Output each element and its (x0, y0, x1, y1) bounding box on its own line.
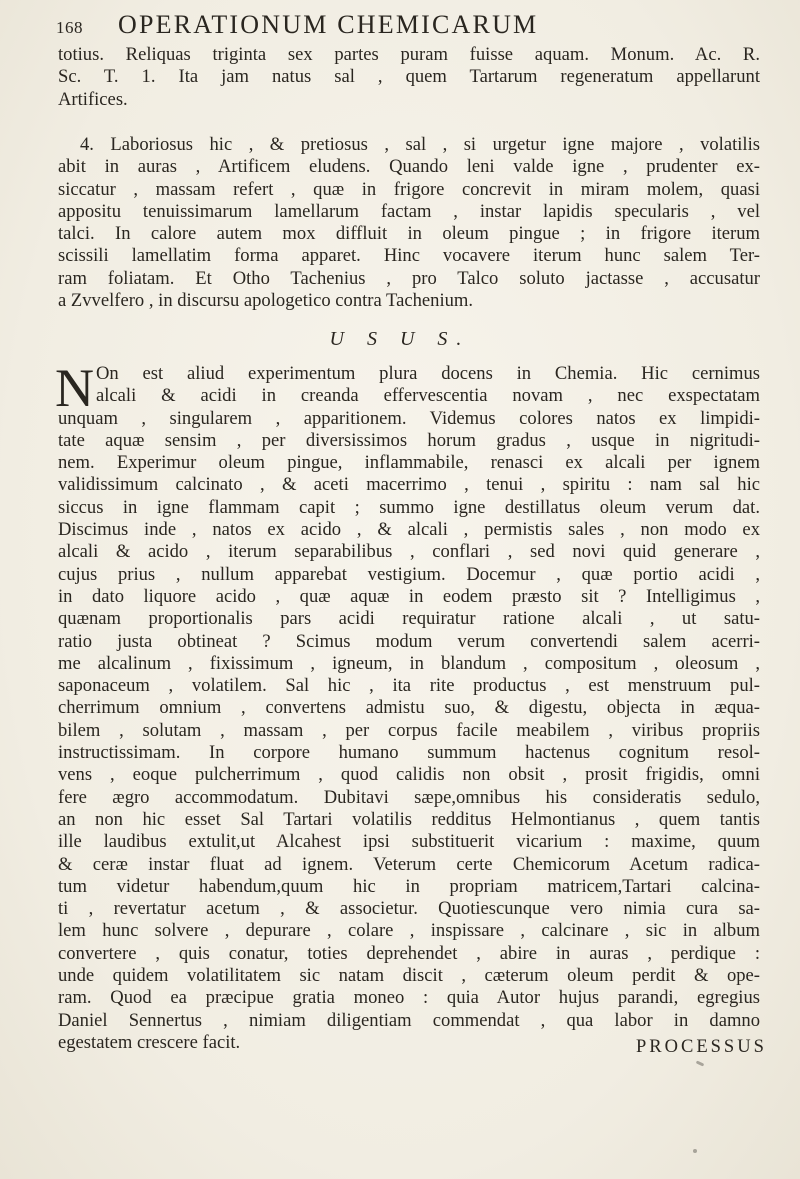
text-line: & ceræ instar fluat ad ignem. Veterum certe Chemicorum Acetum radica- (58, 853, 760, 875)
text-line: abit in auras , Artificem eludens. Quando leni valde igne , prudenter ex- (58, 156, 760, 178)
text-line: vens , eoque pulcherrimum , quod calidis non obsit , prosit frigidis, omni (58, 764, 760, 786)
text-line: ram. Quod ea præcipue gratia moneo : quia Autor hujus parandi, egregius (58, 987, 760, 1009)
text-line: appositu tenuissimarum lamellarum factam , instar lapidis specularis , vel (58, 200, 760, 222)
text-line: bilem , solutam , massam , per corpus facile meabilem , viribus propriis (58, 719, 760, 741)
text-line: Discimus inde , natos ex acido , & alcali , permistis sales , non modo ex (58, 519, 760, 541)
text-line: cherrimum omnium , convertens admistu suo, & digestu, objecta in æqua- (58, 697, 760, 719)
catchword: PROCESSUS (636, 1037, 767, 1057)
text-line: lem hunc solvere , depurare , colare , inspissare , calcinare , sic in album (58, 920, 760, 942)
paragraph-4 (58, 134, 760, 312)
text-line: in dato liquore acido , quæ aquæ in eodem præsto sit ? Intelligimus , (58, 585, 760, 607)
text-line: On est aliud experimentum plura docens in Chemia. Hic cernimus (96, 363, 760, 384)
text-line: egestatem crescere facit. (58, 1031, 241, 1053)
text-line: siccatur , massam refert , quæ in frigore concrevit in miram molem, quasi (58, 178, 760, 200)
text-line: an non hic esset Sal Tartari volatilis redditus Helmontianus , quem tantis (58, 808, 760, 830)
text-line: tate aquæ sensim , per diversissimos horum gradus , usque in nigritudi- (58, 429, 760, 451)
text-line: me alcalinum , fixissimum , igneum, in blandum , compositum , oleosum , (58, 652, 760, 674)
text-line: validissimum calcinato , & aceti macerrimo , tenui , spiritu : nam sal hic (58, 474, 760, 496)
text-line: Daniel Sennertus , nimiam diligentiam commendat , qua labor in damno (58, 1009, 760, 1031)
text-line: nem. Experimur oleum pingue, inflammabile, renasci ex alcali per ignem (58, 452, 760, 474)
text-line: talci. In calore autem mox diffluit in oleum pingue ; in frigore iterum (58, 223, 760, 245)
text-line: ram foliatam. Et Otho Tachenius , pro Talco soluto jactasse , accusatur (58, 267, 760, 289)
text-line: instructissimam. In corpore humano summum hactenus cognitum resol- (58, 742, 760, 764)
text-line: tum videtur habendum,quum hic in propriam matricem,Tartari calcina- (58, 875, 760, 897)
text-line: ille laudibus extulit,ut Alcahest ipsi substituerit vicarium : maxime, quum (58, 831, 760, 853)
drop-cap: N (55, 358, 94, 418)
text-line: Artifices. (58, 88, 128, 110)
text-line: alcali & acidi in creanda effervescentia novam , nec exspectatam (96, 385, 760, 407)
text-line: ti , revertatur acetum , & associetur. Quotiescunque vero nimia cura sa- (58, 898, 760, 920)
text-line: siccus in igne flammam capit ; summo igne destillatus oleum verum dat. (58, 496, 760, 518)
text-line: alcali & acido , iterum separabilibus , conflari , sed novi quid generare , (58, 541, 760, 563)
text-line: unde quidem volatilitatem sic natam discit , cæterum oleum perdit & ope- (58, 965, 760, 987)
text-line: quænam proportionalis pars acidi requiratur ratione alcali , ut satu- (58, 608, 760, 630)
paragraph-continuation (58, 44, 760, 111)
paragraph-usus (58, 363, 760, 1054)
page-number: 168 (56, 18, 83, 37)
text-line: a Zvvelfero , in discursu apologetico contra Tachenium. (58, 290, 474, 312)
ink-mark (696, 1060, 705, 1066)
text-line: cujus prius , nullum apparebat vestigium. Docemur , quæ portio acidi , (58, 563, 760, 585)
text-line: 4. Laboriosus hic , & pretiosus , sal , si urgetur igne majore , volatilis (80, 134, 760, 155)
section-heading: U S U S. (329, 328, 471, 350)
ink-mark (693, 1149, 697, 1153)
text-line: unquam , singularem , apparitionem. Videmus colores natos ex limpidi- (58, 407, 760, 429)
running-title: OPERATIONUM CHEMICARUM (118, 10, 539, 39)
text-line: convertere , quis conatur, toties deprehendet , abire in auras , perdique : (58, 942, 760, 964)
text-line: fere ægro accommodatum. Dubitavi sæpe,omnibus his consideratis sedulo, (58, 786, 760, 808)
text-line: ratio justa obtineat ? Scimus modum verum convertendi salem acerri- (58, 630, 760, 652)
text-line: Sc. T. 1. Ita jam natus sal , quem Tartarum regeneratum appellarunt (58, 66, 760, 88)
running-head (56, 6, 756, 42)
text-line: saponaceum , volatilem. Sal hic , ita rite productus , est menstruum pul- (58, 675, 760, 697)
text-line: totius. Reliquas triginta sex partes puram fuisse aquam. Monum. Ac. R. (58, 44, 760, 65)
text-line: scissili lamellatim forma apparet. Hinc vocavere iterum hunc salem Ter- (58, 245, 760, 267)
